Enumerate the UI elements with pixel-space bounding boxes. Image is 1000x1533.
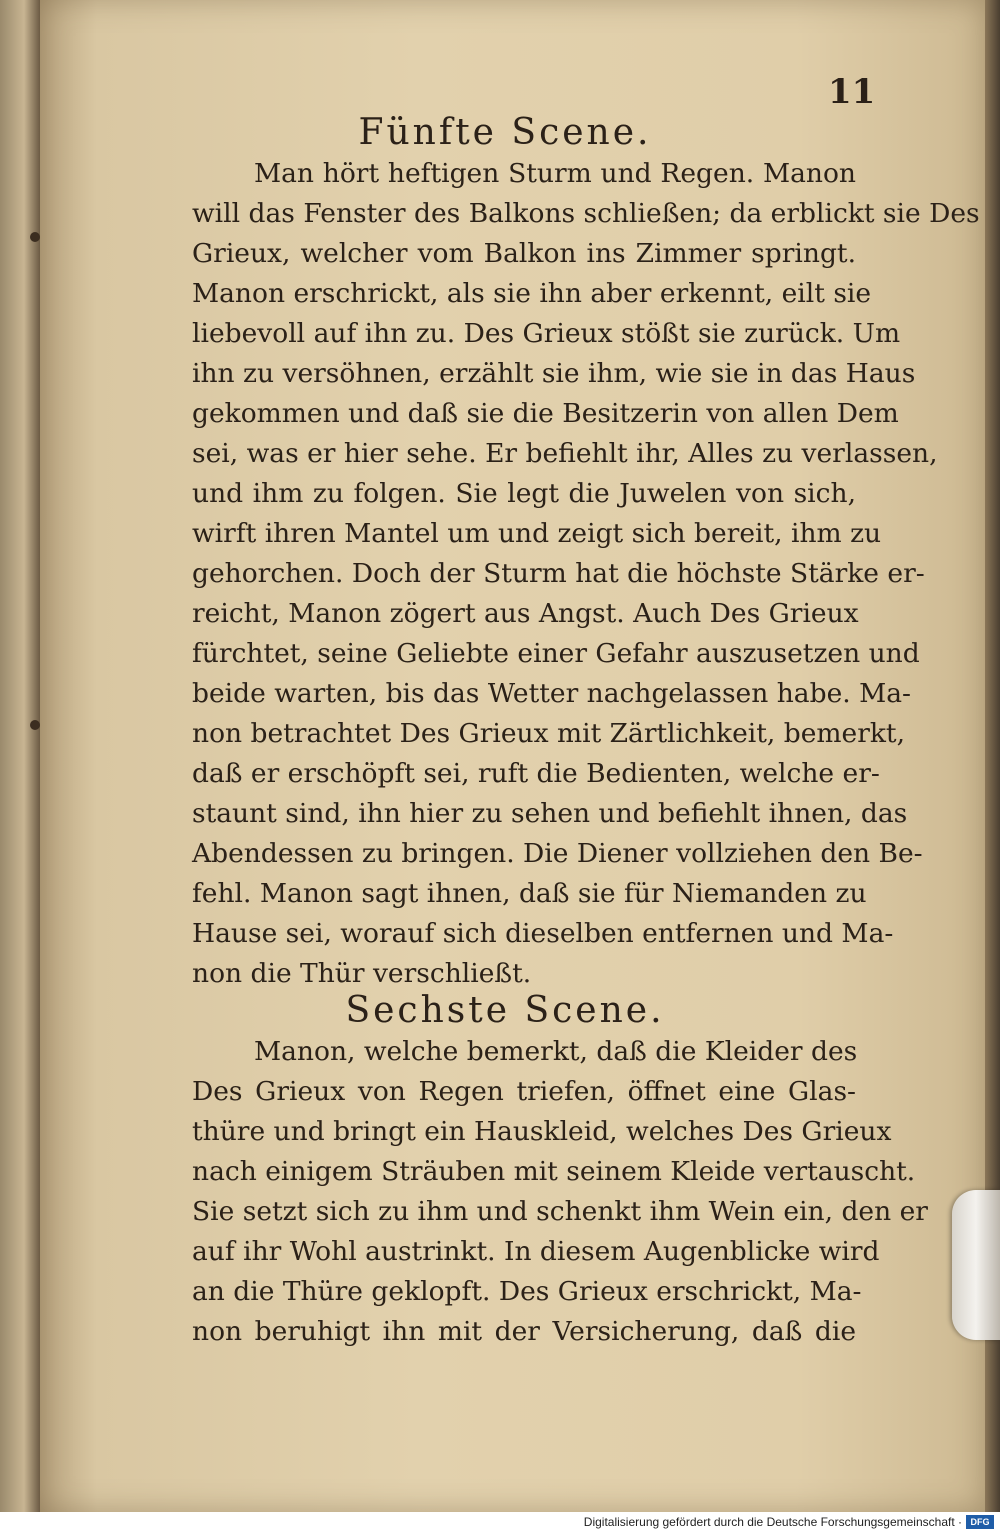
page-number: 11	[828, 72, 876, 112]
text-line: will das Fenster des Balkons schließen; da erblickt sie Des	[192, 198, 980, 229]
paragraph-scene-6	[192, 1032, 928, 1352]
text-line: gekommen und daß sie die Besitzerin von allen Dem	[192, 398, 899, 429]
footer-bar	[0, 1512, 1000, 1533]
text-line: fehl. Manon sagt ihnen, daß sie für Niemanden zu	[192, 878, 867, 909]
binding-pin	[30, 232, 40, 242]
text-line: non betrachtet Des Grieux mit Zärtlichkeit, bemerkt,	[192, 718, 906, 749]
text-line: sei, was er hier sehe. Er befiehlt ihr, Alles zu verlassen,	[192, 438, 938, 469]
scene-heading-6: Sechste Scene.	[345, 990, 665, 1031]
left-page-edge	[0, 0, 40, 1520]
text-line: Sie setzt sich zu ihm und schenkt ihm Wein ein, den er	[192, 1196, 928, 1227]
text-line: wirft ihren Mantel um und zeigt sich bereit, ihm zu	[192, 518, 882, 549]
text-line: staunt sind, ihn hier zu sehen und befiehlt ihnen, das	[192, 798, 908, 829]
text-line: Hause sei, worauf sich dieselben entfernen und Ma-	[192, 918, 894, 949]
text-line: nach einigem Sträuben mit seinem Kleide vertauscht.	[192, 1156, 916, 1187]
page-tab-marker	[952, 1190, 1000, 1340]
binding-pin	[30, 720, 40, 730]
text-line: reicht, Manon zögert aus Angst. Auch Des Grieux	[192, 598, 859, 629]
funding-notice: Digitalisierung gefördert durch die Deutsche Forschungsgemeinschaft ·	[583, 1515, 962, 1529]
text-line: gehorchen. Doch der Sturm hat die höchste Stärke er-	[192, 558, 925, 589]
text-line: non die Thür verschließt.	[192, 958, 532, 989]
text-line: thüre und bringt ein Hauskleid, welches Des Grieux	[192, 1116, 892, 1147]
text-line: ihn zu versöhnen, erzählt sie ihm, wie sie in das Haus	[192, 358, 916, 389]
text-line: Man hört heftigen Sturm und Regen. Manon	[254, 158, 856, 189]
text-line: fürchtet, seine Geliebte einer Gefahr auszusetzen und	[192, 638, 920, 669]
text-line: Manon erschrickt, als sie ihn aber erkennt, eilt sie	[192, 278, 872, 309]
text-line: auf ihr Wohl austrinkt. In diesem Augenblicke wird	[192, 1236, 880, 1267]
text-line: liebevoll auf ihn zu. Des Grieux stößt sie zurück. Um	[192, 318, 901, 349]
text-line: Des Grieux von Regen triefen, öffnet eine Glas-	[192, 1076, 856, 1107]
text-line: und ihm zu folgen. Sie legt die Juwelen von sich,	[192, 478, 856, 509]
paragraph-scene-5	[192, 154, 980, 994]
text-line: beide warten, bis das Wetter nachgelassen habe. Ma-	[192, 678, 911, 709]
dfg-logo-icon: DFG	[966, 1515, 994, 1529]
text-line: non beruhigt ihn mit der Versicherung, daß die	[192, 1316, 856, 1347]
scene-heading-5: Fünfte Scene.	[358, 112, 652, 153]
text-line: Grieux, welcher vom Balkon ins Zimmer springt.	[192, 238, 856, 269]
text-line: Abendessen zu bringen. Die Diener vollziehen den Be-	[192, 838, 923, 869]
text-line: Manon, welche bemerkt, daß die Kleider des	[254, 1036, 858, 1067]
text-line: daß er erschöpft sei, ruft die Bedienten, welche er-	[192, 758, 880, 789]
text-line: an die Thüre geklopft. Des Grieux erschrickt, Ma-	[192, 1276, 862, 1307]
